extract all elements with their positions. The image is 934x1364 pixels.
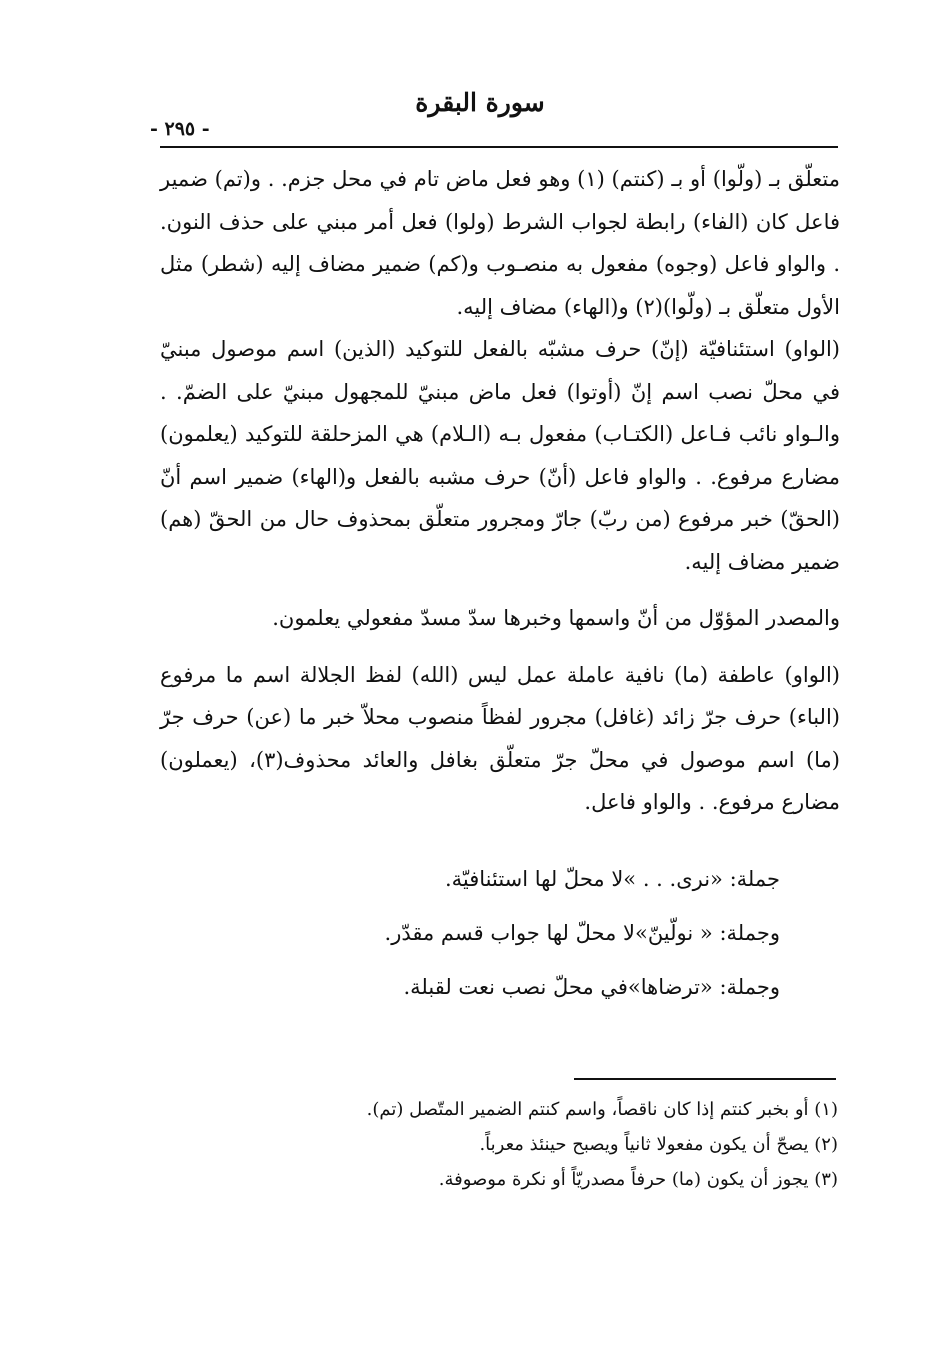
footnote-3: (٣) يجوز أن يكون (ما) حرفاً مصدريّاً أو نكرة موصوفة.	[438, 1169, 838, 1190]
sentence-item-3: وجملة: «ترضاها»في محلّ نصب نعت لقبلة.	[403, 974, 780, 999]
paragraph-4: (الواو) عاطفة (ما) نافية عاملة عمل ليس (الله) لفظ الجلالة اسم ما مرفوع (الباء) حرف جرّ زائد (غافل) مجرور لفظاً منصوب محلاّ خبر ما (عن) حرف جرّ (ما) اسم موصول في محلّ جرّ متعلّق بغافل والعائد محذوف(٣)، (يعملون) مضارع مرفوع. . والواو فاعل.	[160, 662, 841, 814]
page-number: - ٢٩٥ -	[150, 118, 210, 140]
footnotes	[160, 1092, 838, 1197]
sentence-item-2: وجملة: « نولّينّ»لا محلّ لها جواب قسم مقدّر.	[384, 920, 780, 945]
footnote-divider	[574, 1078, 836, 1080]
page-header-title: سورة البقرة	[415, 88, 545, 117]
paragraph-3: والمصدر المؤوّل من أنّ واسمها وخبرها سدّ مسدّ مفعولي يعلمون.	[272, 606, 840, 630]
sentence-item-1: جملة: «نرى. . . »لا محلّ لها استئنافيّة.	[444, 866, 780, 891]
paragraph-1: متعلّق بـ (ولّوا) أو بـ (كنتم) (١) وهو فعل ماض تام في محل جزم. . و(تم) ضمير فاعل كان (الفاء) رابطة لجواب الشرط (ولوا) فعل أمر مبني على حذف النون. . والواو فاعل (وجوه) مفعول به منصـوب و(كم) ضمير مضاف إليه (شطر) مثل الأول متعلّق بـ (ولّوا)(٢) و(الهاء) مضاف إليه.	[160, 167, 840, 319]
footnote-1: (١) أو بخبر كنتم إذا كان ناقصاً، واسم كنتم الضمير المتّصل (تم).	[366, 1099, 838, 1120]
main-text	[160, 158, 840, 1014]
header-divider	[160, 146, 838, 148]
paragraph-2: (الواو) استئنافيّة (إنّ) حرف مشبّه بالفعل للتوكيد (الذين) اسم موصول مبنيّ في محلّ نصب اسم إنّ (أوتوا) فعل ماض مبنيّ للمجهول مبنيّ على الضمّ. . والـواو نائب فـاعل (الكتـاب) مفعول بـه (الـلام) هي المزحلقة للتوكيد (يعلمون) مضارع مرفوع. . والواو فاعل (أنّ) حرف مشبه بالفعل و(الهاء) ضمير اسم أنّ (الحقّ) خبر مرفوع (من ربّ) جارّ ومجرور متعلّق بمحذوف حال من الحقّ (هم) ضمير مضاف إليه.	[160, 337, 840, 574]
footnote-2: (٢) يصحّ أن يكون مفعولا ثانياً ويصبح حينئذ معرباً.	[479, 1134, 838, 1155]
sentence-list	[160, 852, 840, 1014]
